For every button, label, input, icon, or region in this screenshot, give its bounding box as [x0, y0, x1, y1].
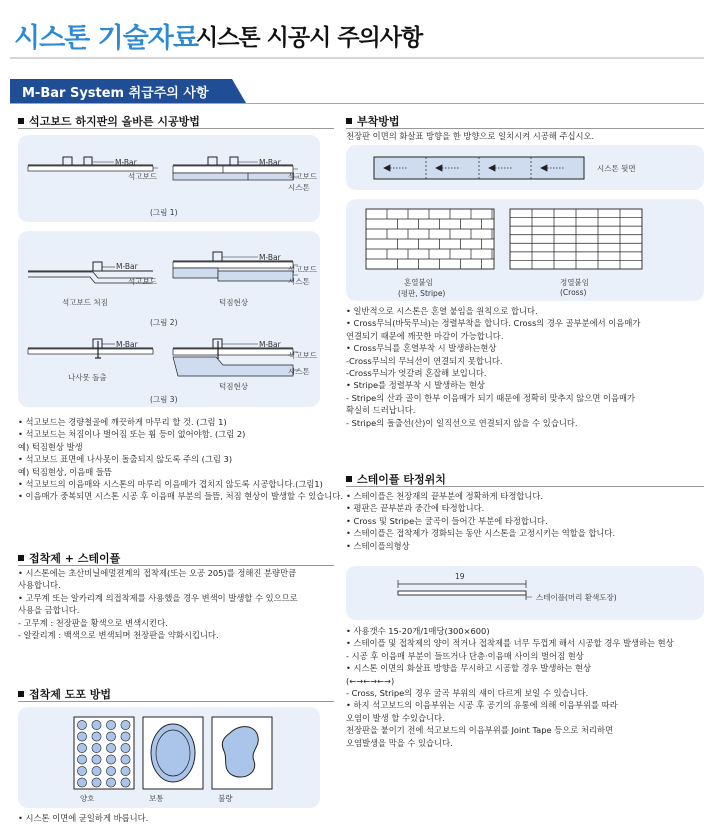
- section-divider: [346, 486, 704, 487]
- label-board: 석고보드: [128, 277, 157, 286]
- list-item: (←→←→←→): [346, 675, 395, 686]
- glue-dot: [92, 720, 101, 729]
- gypsum-notes: [18, 416, 343, 503]
- label-mbar: M-Bar: [259, 253, 281, 262]
- label-back: 시스톤 뒷면: [597, 164, 636, 173]
- list-item: • 하지 석고보드의 이음부위는 시공 후 공기의 유통에 의해 이음부위를 따라: [346, 700, 618, 711]
- section-title-coating: 접착제 도포 방법: [18, 686, 111, 702]
- staple-label: 스테이플(머리 환색도장): [536, 593, 617, 602]
- glue-dot: [92, 766, 101, 775]
- section-title-adhesive: 접착제 + 스테이플: [18, 550, 120, 566]
- label-board: 석고보드: [288, 265, 317, 274]
- list-item: 예) 턱짐현상, 이음매 들뜸: [18, 466, 112, 477]
- section-divider: [18, 565, 334, 566]
- list-item: - 고무계 : 천장판을 황색으로 변색시킨다.: [18, 617, 168, 628]
- label-board: 석고보드: [288, 351, 317, 360]
- list-item: 사용을 금합니다.: [18, 605, 80, 616]
- glue-dot: [106, 743, 115, 752]
- list-item: • 고무계 또는 알카리계 의접착제를 사용했을 경우 변색이 발생할 수 있으므로: [18, 592, 298, 603]
- list-item: -Cross무늬가 엇갈려 혼잡해 보입니다.: [346, 368, 487, 379]
- glue-dot: [77, 720, 86, 729]
- glue-dot: [121, 743, 130, 752]
- glue-dot: [121, 732, 130, 741]
- list-item: • 스테이플 및 접착제의 양이 적거나 접착제를 너무 두껍게 해서 시공할 경우 발생하는 현상: [346, 638, 674, 649]
- back-panel: [346, 145, 704, 190]
- glue-dot: [106, 766, 115, 775]
- list-item: - Stripe의 돌출선(산)이 일직선으로 연결되지 않을 수 있습니다.: [346, 417, 578, 428]
- banner-divider: [10, 103, 704, 104]
- label-mbar: M-Bar: [259, 340, 281, 349]
- section-divider: [18, 128, 334, 129]
- glue-dot: [77, 766, 86, 775]
- label-aligned: 정열붙임: [560, 278, 589, 287]
- list-item: • 석고보드는 경량철골에 깨끗하게 마무리 할 것. (그림 1): [18, 417, 227, 427]
- staple-notes: [346, 490, 615, 552]
- label-mbar: M-Bar: [116, 340, 138, 349]
- label-sistone: 시스톤: [288, 277, 310, 286]
- list-item: 연결되기 때문에 깨끗한 마감이 가능합니다.: [346, 330, 504, 341]
- glue-dot: [106, 720, 115, 729]
- label-bad: 불량: [218, 794, 233, 803]
- label-sistone: 시스톤: [288, 367, 310, 376]
- list-item: - 알칼리계 : 백색으로 변색되며 천장판을 약화시킵니다.: [18, 630, 219, 641]
- glue-dot: [92, 755, 101, 764]
- list-item: • 이음매가 중복되면 시스톤 시공 후 이음매 부분의 들뜸, 처짐 현상이 발생할 수 있습니다.: [18, 491, 343, 502]
- page-subtitle: 시스톤 시공시 주의사항: [196, 25, 423, 51]
- label-step: 턱짐현상: [219, 382, 248, 391]
- list-item: • 스테이플은 접착제가 경화되는 동안 시스톤을 고정시키는 역할을 합니다.: [346, 528, 616, 539]
- label-board: 석고보드: [288, 172, 317, 181]
- coating-panel: [18, 707, 320, 808]
- figure-1-caption: (그림 1): [150, 208, 178, 217]
- staple-notes-2: [346, 625, 674, 749]
- glue-dot: [77, 732, 86, 741]
- coating-diagram: [18, 707, 320, 808]
- list-item: 천장판을 붙이기 전에 석고보드의 이음부위를 Joint Tape 등으로 처리하면: [346, 725, 613, 736]
- staple-panel: [346, 566, 704, 620]
- glue-dot: [106, 755, 115, 764]
- glue-dot: [121, 755, 130, 764]
- back-arrow-diagram: [346, 145, 704, 190]
- attach-intro: 천장판 이면의 화살표 방향을 한 방향으로 일치시켜 시공해 주십시오.: [346, 131, 595, 141]
- label-mbar: M-Bar: [259, 158, 281, 167]
- list-item: 사용합니다.: [18, 580, 61, 591]
- list-item: • Stripe를 정렬부착 시 발생하는 현상: [346, 380, 485, 391]
- glue-dot: [121, 778, 130, 787]
- glue-dot: [92, 778, 101, 787]
- label-aligned-sub: (Cross): [560, 288, 587, 297]
- section-title-staple: 스테이플 타정위치: [346, 471, 446, 487]
- section-divider: [18, 701, 334, 702]
- glue-dot: [106, 778, 115, 787]
- list-item: • 석고보드는 처짐이나 벌어짐 또는 휨 등이 없어야함. (그림 2): [18, 429, 246, 440]
- list-item: • Cross 및 Stripe는 굴곡이 들어간 부분에 타정합니다.: [346, 515, 548, 526]
- title-divider: [10, 57, 704, 59]
- list-item: 예) 턱짐현상 발생: [18, 441, 83, 452]
- section-divider: [346, 128, 704, 129]
- label-screw: 나사못 돌출: [68, 373, 107, 382]
- list-item: • 석고보드의 이음매와 시스톤의 마루리 이음매가 겹치지 않도록 시공합니다.(그림1): [18, 479, 323, 490]
- label-good: 양호: [80, 794, 95, 803]
- list-item: • 평판은 끝부분과 중간에 타정합니다.: [346, 503, 485, 514]
- section-title-gypsum: 석고보드 하지판의 올바른 시공방법: [18, 113, 200, 129]
- list-item: - Stripe의 산과 골이 한부 이음매가 되기 때문에 정확히 맞추지 않으면 이음매가: [346, 392, 636, 403]
- section-title-attach: 부착방법: [346, 113, 400, 129]
- list-item: • 시스톤에는 초산비닐에멀젼계의 접착제(또는 오공 205)를 정해진 분량만큼: [18, 568, 297, 578]
- label-sistone: 시스톤: [288, 183, 310, 192]
- label-mbar: M-Bar: [115, 158, 137, 167]
- list-item: • 석고보드 표면에 나사못이 돌출되지 않도록 주의 (그림 3): [18, 454, 233, 465]
- label-board: 석고보드: [128, 172, 157, 181]
- coating-note: • 시스톤 이면에 균일하게 바릅니다.: [18, 813, 149, 823]
- list-item: • Cross무늬를 혼열부착 시 발생하는현상: [346, 343, 497, 354]
- list-item: - Cross, Stripe의 경우 굴곡 부위의 섀이 다르게 보일 수 있습니다.: [346, 688, 589, 699]
- list-item: • 스테이플은 천장재의 끝부분에 정확하게 타정합니다.: [346, 491, 544, 501]
- glue-dot: [77, 743, 86, 752]
- page-title: 시스톤 기술자료: [14, 23, 198, 54]
- figure-3-caption: (그림 3): [150, 395, 178, 404]
- list-item: • 일반적으로 시스톤은 혼열 붙임을 원칙으로 합니다.: [346, 306, 538, 316]
- glue-dot: [121, 720, 130, 729]
- label-sag: 석고보드 처짐: [62, 298, 108, 307]
- list-item: 확실히 드러납니다.: [346, 405, 416, 416]
- adhesive-notes: [18, 567, 298, 641]
- pattern-diagram: [346, 199, 704, 301]
- section-banner: M-Bar System 취급주의 사항: [22, 86, 209, 101]
- list-item: 오염발생을 막을 수 있습니다.: [346, 737, 453, 748]
- list-item: • 시스톤 이면의 화살표 방향을 무시하고 시공할 경우 발생하는 현상: [346, 663, 592, 674]
- list-item: -Cross무늬의 무늬선이 연결되지 못합니다.: [346, 355, 503, 366]
- list-item: • 사용갯수 15-20개/1매당(300×600): [346, 626, 490, 636]
- attach-notes: [346, 305, 640, 429]
- glue-dot: [77, 755, 86, 764]
- label-mbar: M-Bar: [116, 262, 138, 271]
- label-normal: 보통: [149, 794, 164, 803]
- list-item: • 스테이플의형상: [346, 540, 410, 551]
- label-mixed: 혼열붙임: [404, 278, 433, 287]
- staple-diagram: [346, 566, 704, 620]
- list-item: 오염이 발생 할 수있습니다.: [346, 712, 445, 723]
- glue-dot: [92, 743, 101, 752]
- glue-dot: [106, 732, 115, 741]
- list-item: • Cross무늬(바둑무늬)는 정렬부착을 합니다. Cross의 경우 골부분에서 이음매가: [346, 318, 641, 329]
- label-step: 턱짐현상: [219, 298, 248, 307]
- glue-dot: [77, 778, 86, 787]
- pattern-panel: [346, 199, 704, 301]
- list-item: - 시공 후 이음매 부분이 들뜨거나 단층·이음매 사이의 벌어짐 현상: [346, 650, 584, 661]
- glue-dot: [92, 732, 101, 741]
- glue-dot: [121, 766, 130, 775]
- figure-2-caption: (그림 2): [150, 318, 178, 327]
- label-mixed-sub: (평판, Stripe): [398, 289, 446, 298]
- staple-width-value: 19: [455, 572, 465, 581]
